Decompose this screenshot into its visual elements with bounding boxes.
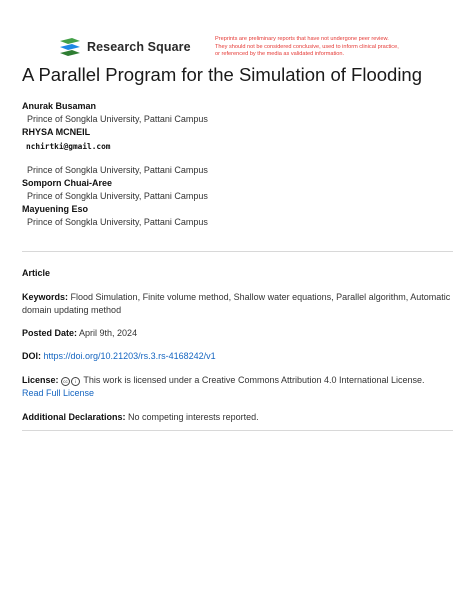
license-text: This work is licensed under a Creative Commons Attribution 4.0 International License. [83, 375, 425, 385]
author-name: Mayuening Eso [22, 204, 89, 214]
article-type [22, 267, 452, 280]
research-square-logo-icon [58, 38, 82, 56]
author-affiliation: Prince of Songkla University, Pattani Campus [27, 217, 208, 227]
license-label: License: [22, 375, 59, 385]
posted-date-value: April 9th, 2024 [79, 328, 138, 338]
preprint-disclaimer [215, 36, 465, 59]
keywords-value: Flood Simulation, Finite volume method, Shallow water equations, Parallel algorithm, Automatic domain updating method [22, 292, 451, 315]
section-divider [22, 251, 453, 252]
disclaimer-line: They should not be considered conclusive, used to inform clinical practice, [215, 43, 399, 50]
article-type-label: Article [22, 268, 51, 278]
author-affiliation: Prince of Songkla University, Pattani Campus [27, 165, 208, 175]
creative-commons-icon: cc [61, 377, 70, 386]
author-email-link[interactable]: nchirtki@gmail.com [26, 142, 111, 151]
additional-declarations [22, 411, 452, 424]
doi [22, 350, 452, 363]
doi-link[interactable]: https://doi.org/10.21203/rs.3.rs-4168242/v1 [43, 351, 216, 361]
author-name: Somporn Chuai-Aree [22, 178, 113, 188]
author-affiliation: Prince of Songkla University, Pattani Campus [27, 114, 208, 124]
license [22, 374, 452, 400]
posted-date [22, 327, 452, 340]
author-affiliation: Prince of Songkla University, Pattani Campus [27, 191, 208, 201]
attribution-icon: i [71, 377, 80, 386]
logo-text: Research Square [87, 40, 191, 54]
research-square-logo[interactable] [58, 38, 191, 56]
read-full-license-link[interactable]: Read Full License [22, 388, 95, 398]
declarations-label: Additional Declarations: [22, 412, 126, 422]
declarations-value: No competing interests reported. [128, 412, 259, 422]
paper-title: A Parallel Program for the Simulation of Flooding [22, 64, 423, 85]
doi-label: DOI: [22, 351, 41, 361]
posted-date-label: Posted Date: [22, 328, 78, 338]
section-divider [22, 430, 453, 431]
keywords-label: Keywords: [22, 292, 69, 302]
author-name: Anurak Busaman [22, 101, 97, 111]
disclaimer-line: Preprints are preliminary reports that have not undergone peer review. [215, 36, 389, 42]
author-name: RHYSA MCNEIL [22, 127, 91, 137]
author-list [22, 100, 208, 229]
disclaimer-line: or referenced by the media as validated information. [215, 51, 345, 58]
keywords [22, 291, 452, 317]
